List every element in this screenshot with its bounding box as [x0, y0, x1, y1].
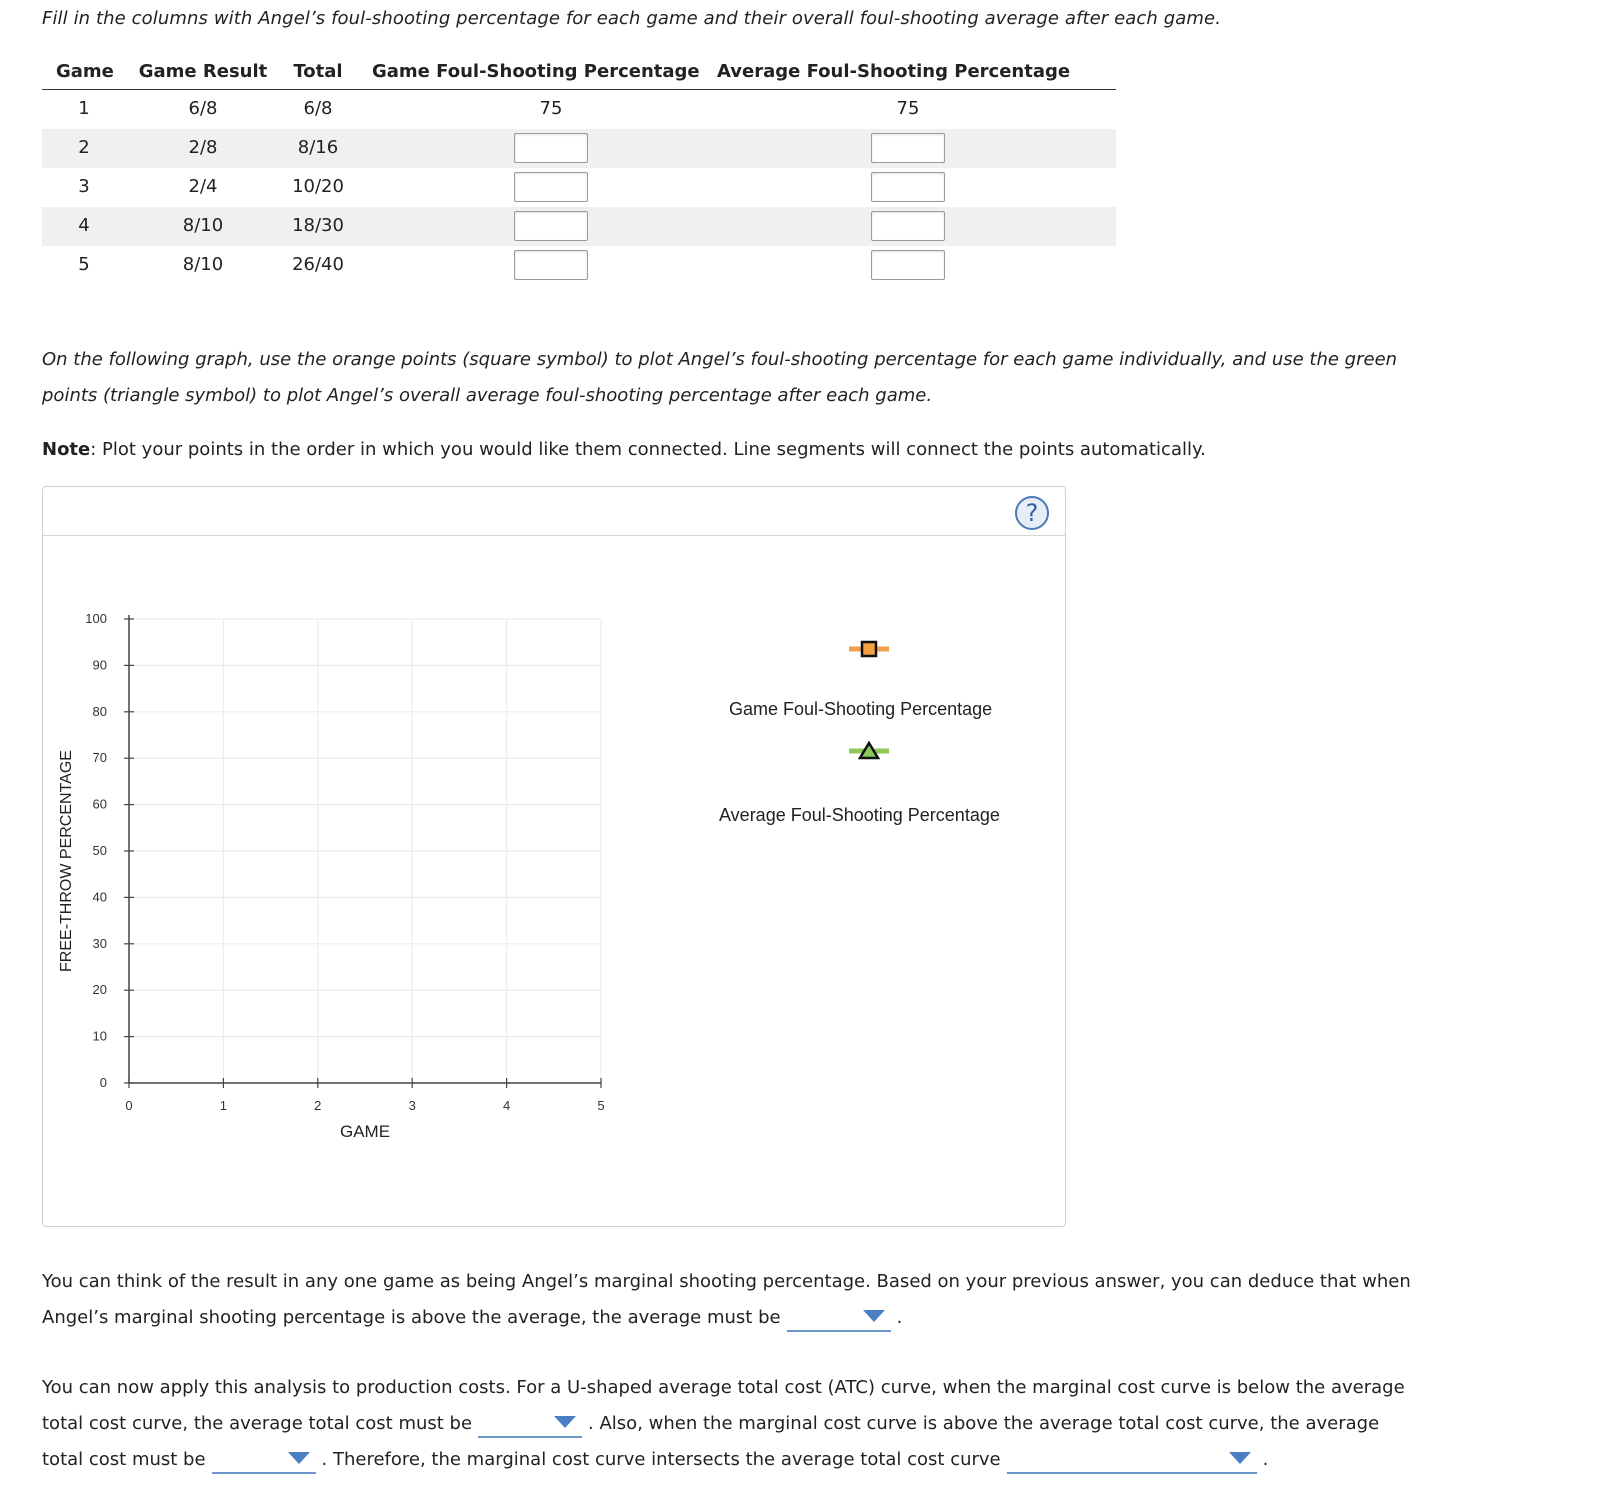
q2-line1: You can now apply this analysis to production costs. For a U-shaped average total cost (ATC) curve, when the marginal cost curve is below the average	[42, 1377, 1405, 1398]
table-header	[42, 57, 1116, 90]
cell-game: 2	[78, 137, 90, 158]
table-row	[42, 246, 1116, 285]
x-tick-label: 0	[125, 1098, 133, 1113]
avg-pct-input[interactable]	[871, 211, 945, 241]
cell-game-result: 8/10	[182, 254, 224, 275]
header-total: Total	[293, 61, 343, 82]
x-axis-label: GAME	[339, 1122, 391, 1141]
y-tick-label: 30	[92, 935, 107, 951]
cell-total: 26/40	[292, 254, 344, 275]
graph-instruction-line2: points (triangle symbol) to plot Angel’s overall average foul-shooting percentage after each game.	[42, 385, 933, 406]
legend-label-game-pct: Game Foul-Shooting Percentage	[729, 699, 993, 719]
cell-avg-pct: 75	[896, 98, 920, 119]
game-pct-input[interactable]	[514, 211, 588, 241]
note-label: Note	[42, 439, 91, 460]
q2-line3-mid: . Therefore, the marginal cost curve intersects the average total cost curve	[321, 1449, 1001, 1470]
header-game-pct: Game Foul-Shooting Percentage	[372, 61, 700, 82]
y-tick-label: 100	[85, 611, 107, 626]
cell-game-result: 2/8	[188, 137, 218, 158]
x-tick-label: 4	[502, 1098, 511, 1113]
cell-game-pct: 75	[539, 98, 563, 119]
note-text: : Plot your points in the order in which you would like them connected. Line segments will connect the points automatically.	[90, 439, 1206, 460]
question-2	[42, 1370, 1422, 1478]
chevron-down-icon	[288, 1452, 310, 1464]
x-tick-label: 3	[408, 1098, 416, 1113]
header-game: Game	[56, 61, 114, 82]
y-tick-label: 50	[92, 843, 107, 858]
q1-line2-text: Angel’s marginal shooting percentage is above the average, the average must be	[42, 1307, 781, 1328]
q2-line3-text: total cost must be	[42, 1449, 206, 1470]
note	[42, 432, 1422, 468]
y-tick-label: 90	[92, 657, 107, 673]
chevron-down-icon	[554, 1416, 576, 1428]
legend-label-avg-pct: Average Foul-Shooting Percentage	[719, 805, 1000, 825]
cell-total: 10/20	[292, 176, 344, 197]
x-tick-label: 5	[597, 1098, 605, 1113]
avg-pct-input[interactable]	[871, 250, 945, 280]
x-tick-label: 2	[314, 1098, 322, 1113]
graph-instruction	[42, 342, 1422, 414]
question-1	[42, 1264, 1422, 1336]
cell-total: 8/16	[297, 137, 339, 158]
avg-pct-input[interactable]	[871, 172, 945, 202]
q2-line2-text: total cost curve, the average total cost must be	[42, 1413, 473, 1434]
y-tick-label: 40	[92, 889, 107, 905]
graph-instruction-line1: On the following graph, use the orange points (square symbol) to plot Angel’s foul-shooting percentage for each game individually, and use the green	[42, 349, 1398, 370]
x-tick-label: 1	[219, 1098, 228, 1113]
chart[interactable]	[43, 487, 1064, 1225]
table-row	[42, 129, 1116, 168]
q2-dropdown-below[interactable]	[478, 1410, 582, 1438]
q1-line2-end: .	[896, 1307, 903, 1328]
q1-dropdown[interactable]	[787, 1304, 891, 1332]
y-tick-label: 0	[99, 1075, 107, 1090]
cell-game-result: 8/10	[182, 215, 224, 236]
game-pct-input[interactable]	[514, 133, 588, 163]
cell-game: 1	[78, 98, 90, 119]
y-tick-label: 20	[92, 982, 107, 998]
table-row	[42, 168, 1116, 207]
cell-game-result: 6/8	[188, 98, 218, 119]
y-tick-label: 80	[92, 703, 107, 719]
game-pct-input[interactable]	[514, 172, 588, 202]
chevron-down-icon	[1229, 1452, 1251, 1464]
avg-pct-input[interactable]	[871, 133, 945, 163]
q1-line1: You can think of the result in any one game as being Angel’s marginal shooting percentage. Based on your previous answer, you can deduce that when	[42, 1271, 1411, 1292]
square-marker-icon[interactable]	[862, 642, 876, 656]
y-axis-label: FREE-THROW PERCENTAGE	[58, 750, 75, 972]
q2-line3-end: .	[1262, 1449, 1269, 1470]
cell-game: 3	[78, 176, 90, 197]
cell-total: 6/8	[303, 98, 333, 119]
y-tick-label: 10	[92, 1028, 107, 1044]
graph-panel	[42, 486, 1066, 1227]
data-table	[42, 57, 1116, 285]
header-avg-pct: Average Foul-Shooting Percentage	[717, 61, 1071, 82]
table-row	[42, 90, 1116, 129]
instruction-text: Fill in the columns with Angel’s foul-shooting percentage for each game and their overall foul-shooting average after each game.	[42, 8, 1222, 29]
table-row	[42, 207, 1116, 246]
cell-game-result: 2/4	[188, 176, 218, 197]
q2-line2-rest: . Also, when the marginal cost curve is above the average total cost curve, the average	[588, 1413, 1380, 1434]
cell-game: 4	[78, 215, 90, 236]
y-tick-label: 60	[92, 796, 107, 812]
q2-dropdown-above[interactable]	[212, 1446, 316, 1474]
help-icon[interactable]: ?	[1015, 496, 1049, 530]
y-tick-label: 70	[92, 750, 107, 766]
header-game-result: Game Result	[138, 61, 268, 82]
cell-total: 18/30	[292, 215, 344, 236]
q2-dropdown-intersect[interactable]	[1007, 1446, 1257, 1474]
game-pct-input[interactable]	[514, 250, 588, 280]
cell-game: 5	[78, 254, 90, 275]
chevron-down-icon	[863, 1310, 885, 1322]
